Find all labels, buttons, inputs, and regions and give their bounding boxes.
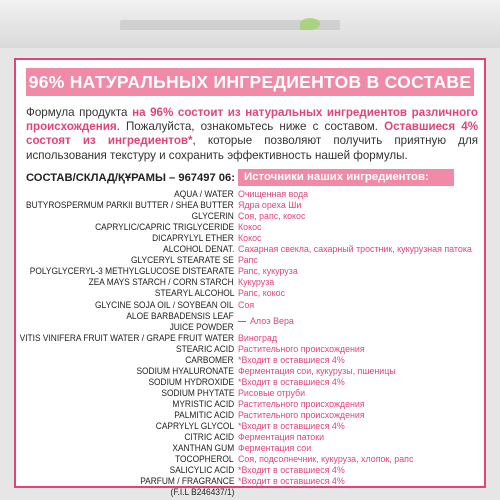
ingredient-source: Соя, подсолнечник, кукуруза, хлопок, рапс	[238, 454, 414, 465]
ingredient-name: VITIS VINIFERA FRUIT WATER / GRAPE FRUIT WATER	[19, 332, 234, 343]
ingredient-name: PARFUM / FRAGRANCE	[139, 476, 234, 487]
ingredient-row	[16, 465, 486, 476]
package-top-flap	[0, 0, 500, 48]
sources-heading: Источники наших ингредиентов:	[238, 169, 454, 186]
ingredient-source: Соя, рапс, кокос	[238, 211, 306, 222]
ingredient-source: *Входит в оставшиеся 4%	[238, 465, 345, 476]
ingredient-name: JUICE POWDER	[169, 321, 234, 332]
ingredient-source: *Входит в оставшиеся 4%	[238, 376, 345, 387]
ingredient-name: AQUA / WATER	[174, 189, 234, 199]
ingredients-panel	[14, 58, 486, 498]
ingredient-row	[16, 222, 486, 233]
ingredient-source: Растительного происхождения	[238, 398, 365, 409]
aloe-source: Алоэ Вера	[250, 316, 294, 327]
intro-highlight-2: Оставшиеся 4% состоят из ингредиентов*	[26, 120, 478, 148]
intro-text-1: Формула продукта	[26, 106, 133, 119]
ingredient-name: GLYCERYL STEARATE SE	[131, 255, 234, 266]
ingredient-row	[16, 233, 486, 244]
ingredient-row	[16, 399, 486, 410]
ingredient-source: Виноград	[238, 332, 278, 343]
ingredient-row	[16, 388, 486, 399]
ingredient-row	[16, 476, 486, 487]
ingredient-name: CAPRYLIC/CAPRIC TRIGLYCERIDE	[94, 222, 234, 233]
intro-paragraph	[26, 106, 478, 163]
ingredient-name: SODIUM PHYTATE	[160, 387, 234, 398]
intro-text-3: , которые позволяют получить приятную для использования текстуру и сохранить эффективность нашей формулы.	[26, 134, 478, 162]
ingredient-row	[16, 410, 486, 421]
ingredient-source: Ферментация сои	[238, 443, 312, 454]
ingredient-source: Растительного происхождения	[238, 343, 365, 354]
ingredient-name: SALICYLIC ACID	[169, 465, 234, 476]
ingredient-name: CITRIC ACID	[184, 432, 234, 443]
ingredient-name: GLYCERIN	[191, 211, 234, 222]
ingredient-row	[16, 377, 486, 388]
ingredient-source: Кокос	[238, 222, 262, 233]
ingredient-row	[16, 487, 486, 498]
ingredient-row	[16, 454, 486, 465]
ingredient-source: Кокос	[238, 233, 262, 244]
natural-ingredients-banner: 96% НАТУРАЛЬНЫХ ИНГРЕДИЕНТОВ В СОСТАВЕ	[26, 68, 474, 96]
ingredient-name: SODIUM HYALURONATE	[136, 365, 234, 376]
leaf-icon	[300, 18, 320, 30]
ingredient-name: STEARYL ALCOHOL	[154, 288, 234, 299]
ingredient-source: Рапс, кокос	[238, 288, 286, 299]
ingredient-name: STEARIC ACID	[175, 343, 234, 354]
ingredient-source: Растительного происхождения	[238, 410, 365, 420]
ingredient-name: (F.I.L B246437/1)	[170, 487, 234, 498]
ingredient-row	[16, 255, 486, 266]
ingredient-row	[16, 432, 486, 443]
ingredient-source: Сахарная свекла, сахарный тростник, кукурузная патока	[238, 244, 472, 255]
ingredient-name: PALMITIC ACID	[174, 410, 234, 420]
ingredient-row	[16, 443, 486, 454]
ingredient-name: BUTYROSPERMUM PARKII BUTTER / SHEA BUTTER	[26, 200, 234, 211]
ingredient-source: Ферментация сои, кукурузы, пшеницы	[238, 365, 396, 376]
ingredient-row	[16, 366, 486, 377]
ingredient-row	[16, 288, 486, 299]
ingredient-row	[16, 244, 486, 255]
ingredient-name: GLYCINE SOJA OIL / SOYBEAN OIL	[95, 299, 234, 310]
ingredient-source: Рапс	[238, 255, 258, 266]
ingredient-name: CAPRYLYL GLYCOL	[155, 421, 234, 432]
ingredient-source: Рисовые отруби	[238, 387, 306, 398]
ingredient-row	[16, 333, 486, 344]
ingredient-source: Кукуруза	[238, 277, 275, 288]
ingredient-row	[16, 189, 486, 200]
intro-highlight-1: на 96% состоит из натуральных ингредиентов различного происхождения	[26, 106, 478, 134]
ingredient-source: *Входит в оставшиеся 4%	[238, 476, 345, 487]
ingredient-name: XANTHAN GUM	[172, 443, 234, 454]
composition-heading: СОСТАВ/СКЛАД/ҚҰРАМЫ – 967497 06:	[26, 172, 235, 184]
ingredient-name: ALOE BARBADENSIS LEAF	[126, 310, 234, 321]
ingredient-row	[16, 421, 486, 432]
ingredient-source: *Входит в оставшиеся 4%	[238, 421, 345, 432]
ingredient-name: SODIUM HYDROXIDE	[148, 376, 234, 387]
ingredient-row	[16, 355, 486, 366]
ingredient-source: Очищенная вода	[238, 189, 309, 199]
ingredient-name: POLYGLYCERYL-3 METHYLGLUCOSE DISTEARATE	[29, 266, 234, 277]
ingredient-name: TOCOPHEROL	[175, 454, 234, 465]
ingredient-row	[16, 200, 486, 211]
ingredient-source: *Входит в оставшиеся 4%	[238, 354, 345, 365]
ingredient-name: MYRISTIC ACID	[172, 398, 234, 409]
ingredient-name: DICAPRYLYL ETHER	[152, 233, 234, 244]
ingredient-row	[16, 277, 486, 288]
ingredient-source: Ферментация патоки	[238, 432, 325, 443]
ingredient-row	[16, 300, 486, 311]
ingredient-name: ALCOHOL DENAT.	[162, 244, 234, 255]
ingredient-row	[16, 211, 486, 222]
ingredient-source: Соя	[238, 299, 255, 310]
ingredient-row	[16, 266, 486, 277]
ingredient-source: Рапс, кукуруза	[238, 266, 298, 277]
ingredient-source: Ядра ореха Ши	[238, 200, 302, 211]
aloe-source-row	[16, 316, 486, 327]
ingredient-name: ZEA MAYS STARCH / CORN STARCH	[88, 277, 234, 288]
intro-text-2: . Пожалуйста, ознакомьтесь ниже с составом.	[116, 120, 385, 134]
bracket-line	[238, 321, 246, 322]
ingredient-row	[16, 344, 486, 355]
ingredient-name: CARBOMER	[185, 354, 234, 365]
